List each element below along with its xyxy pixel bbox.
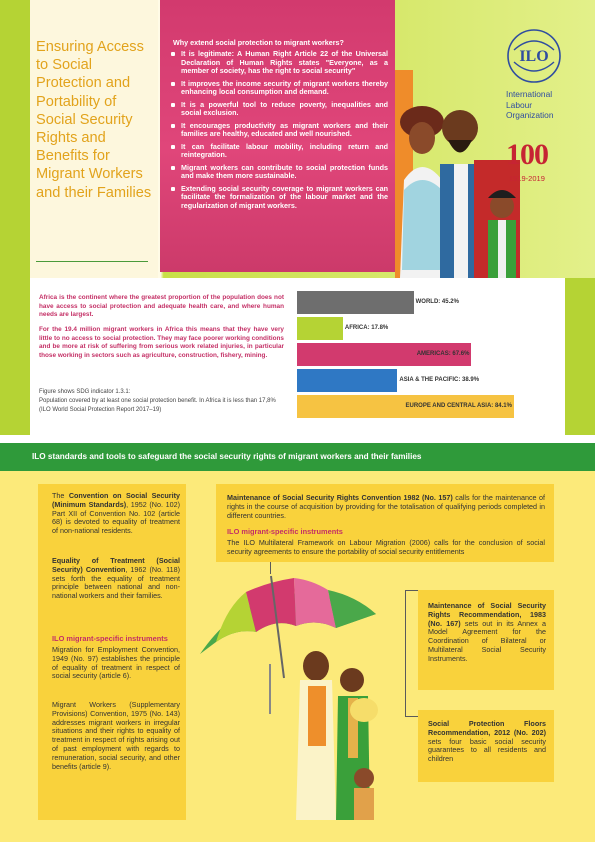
c102-prefix: The: [52, 491, 69, 500]
top-subheading: ILO migrant-specific instruments: [227, 527, 343, 536]
r167-body: sets out in its Annex a Model Agreement for the Coordination of Bilateral or Multilateral Social Security Instruments.: [428, 618, 546, 663]
stats-left-border: [0, 278, 30, 435]
centenary-years: 1919-2019: [509, 174, 545, 183]
left-accent-strip: [0, 0, 30, 278]
chart-bar-label: EUROPE AND CENTRAL ASIA: 84.1%: [405, 403, 512, 409]
chart-bar: [297, 369, 397, 392]
c157-text: [227, 494, 545, 520]
c118-body: , 1962 (No. 118) sets forth the equality of treatment principle between national and non-national workers and their families.: [52, 564, 180, 601]
ilo-name-line: Organization: [506, 110, 554, 120]
figure-note-body: Population covered by at least one social protection benefit. In Africa it is less than 17,8% (ILO World Social Protection Report 2017–19): [39, 398, 276, 413]
why-item: Migrant workers can contribute to social protection funds and make them more sustainable.: [170, 164, 388, 181]
connector-line: [405, 590, 419, 591]
ilo-name: [506, 89, 554, 121]
chart-bar-label: ASIA & THE PACIFIC: 38.9%: [399, 377, 480, 383]
r167-text: [428, 602, 546, 664]
c102-body: , 1952 (No. 102) Part XII of Convention No. 102 (article 68) is devoted to equality of treatment of non-national residents.: [52, 499, 180, 536]
ilo-logo-text: ILO: [519, 48, 549, 65]
r202-title: Social Protection Floors Recommendation, 2012 (No. 202): [428, 719, 546, 737]
framework-text: The ILO Multilateral Framework on Labour Migration (2006) calls for the conclusion of social security agreements to ensure the portability of social security entitlements: [227, 538, 545, 556]
c118-text: [52, 557, 180, 601]
chart-bar: [297, 317, 343, 340]
banner-title: ILO standards and tools to safeguard the social security rights of migrant workers and their families: [32, 452, 422, 461]
chart-bar-label: AFRICA: 17.8%: [344, 325, 389, 331]
why-list: [170, 50, 388, 214]
africa-paragraph: Africa is the continent where the greatest proportion of the population does not have access to social protection and adequate health care, and where human needs are largest.: [39, 294, 284, 318]
c157-body: calls for the maintenance of rights in the course of acquisition by providing for the totalisation of qualifying periods completed in different countries.: [227, 493, 545, 520]
c157-title: Maintenance of Social Security Rights Convention 1982 (No. 157): [227, 493, 453, 502]
page-title: Ensuring Access to Social Protection and Portability of Social Security Rights and Benefits for Migrant Workers and their Families: [36, 39, 152, 201]
title-divider: [36, 261, 148, 262]
c102-title: Convention on Social Security (Minimum Standards): [52, 491, 180, 509]
ilo-name-line: International: [506, 89, 553, 99]
why-item: Extending social security coverage to migrant workers can facilitate the formalization of the labour market and the regularization of migrant workers.: [170, 185, 388, 211]
c118-title: Equality of Treatment (Social Security) Convention: [52, 556, 180, 574]
c143-text: Migrant Workers (Supplementary Provisions) Convention, 1975 (No. 143) addresses migrant workers in irregular situations and their rights to equality of treatment in respect of rights arising out of past employment with regards to remuneration, social security, and other benefits (article 9).: [52, 700, 180, 771]
connector-line: [405, 590, 406, 716]
why-item: It improves the income security of migrant workers thereby enhancing local consumption and demand.: [170, 80, 388, 97]
centenary-logo: 100: [506, 138, 548, 171]
umbrella-family-illustration: [196, 568, 404, 820]
chart-bar-label: WORLD: 45.2%: [415, 299, 459, 305]
migrants-paragraph: For the 19.4 million migrant workers in Africa this means that they have very little to no access to social protection. They may face poorer working conditions and be more at risk of suffering from serious work related injuries, in particular those working in sectors such as agriculture, construction, fishery, mining.: [39, 326, 284, 359]
c97-text: Migration for Employment Convention, 1949 (No. 97) establishes the principle of equality of treatment in respect of social security (article 6).: [52, 645, 180, 681]
r167-title: Maintenance of Social Security Rights Recommendation, 1983 (No. 167): [428, 601, 546, 628]
r202-text: [428, 720, 546, 764]
left-subheading: ILO migrant-specific instruments: [52, 634, 168, 643]
c102-text: [52, 492, 180, 536]
chart-bar: [297, 291, 414, 314]
connector-line: [405, 716, 419, 717]
why-heading: Why extend social protection to migrant workers?: [173, 38, 344, 47]
why-item: It is a powerful tool to reduce poverty, inequalities and social exclusion.: [170, 101, 388, 118]
stats-right-border: [565, 278, 595, 435]
ilo-name-line: Labour: [506, 99, 533, 110]
ilo-logo-icon: [506, 28, 562, 84]
why-item: It encourages productivity as migrant workers and their families are healthy, educated and well nourished.: [170, 122, 388, 139]
why-item: It can facilitate labour mobility, including return and reintegration.: [170, 143, 388, 160]
r202-body: sets four basic social security guarantees to all residents and children: [428, 736, 546, 764]
why-item: It is legitimate: A Human Right Article 22 of the Universal Declaration of Human Rights states "Everyone, as a member of society, has the right to social security": [170, 50, 388, 76]
chart-bar-label: AMERICAS: 67.6%: [416, 351, 470, 357]
figure-note-title: Figure shows SDG indicator 1.3.1:: [39, 389, 131, 395]
